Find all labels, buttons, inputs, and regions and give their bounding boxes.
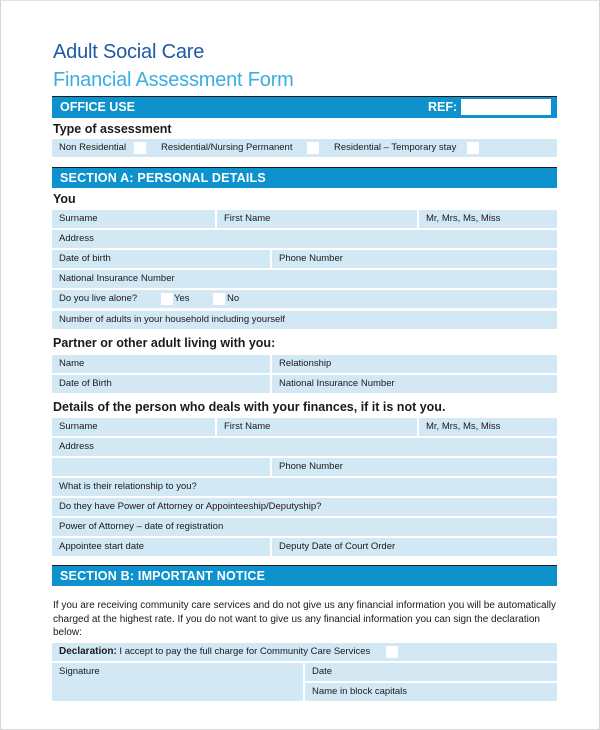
- fp-address-continued-field[interactable]: [52, 458, 270, 476]
- appointee-start-date-field[interactable]: Appointee start date: [52, 538, 270, 556]
- fp-surname-field[interactable]: Surname: [52, 418, 215, 436]
- title-field[interactable]: Mr, Mrs, Ms, Miss: [419, 210, 557, 228]
- ref-input[interactable]: [461, 99, 551, 115]
- residential-temporary-label: Residential – Temporary stay: [334, 142, 457, 153]
- assessment-type-cell: [52, 139, 557, 157]
- you-dob-row: [52, 250, 557, 268]
- fp-poa-date-field[interactable]: Power of Attorney – date of registration: [52, 518, 557, 536]
- surname-field[interactable]: Surname: [52, 210, 215, 228]
- section-a-bar: [52, 167, 557, 188]
- live-alone-label: Do you live alone?: [59, 293, 138, 304]
- finances-person-heading: Details of the person who deals with your finances, if it is not you.: [53, 400, 446, 414]
- adults-count-row: [52, 311, 557, 329]
- live-alone-yes-label: Yes: [174, 293, 190, 304]
- office-use-label: OFFICE USE: [60, 100, 136, 114]
- address-field[interactable]: Address: [52, 230, 557, 248]
- fp-appointee-row: [52, 538, 557, 556]
- non-residential-checkbox[interactable]: [134, 142, 146, 154]
- partner-relationship-field[interactable]: Relationship: [272, 355, 557, 373]
- partner-heading: Partner or other adult living with you:: [53, 336, 276, 350]
- live-alone-row: [52, 290, 557, 308]
- partner-name-row: [52, 355, 557, 373]
- first-name-field[interactable]: First Name: [217, 210, 417, 228]
- fp-phone-row: [52, 458, 557, 476]
- fp-relationship-row: [52, 478, 557, 496]
- phone-number-field[interactable]: Phone Number: [272, 250, 557, 268]
- declaration-label: Declaration:: [59, 646, 117, 657]
- you-heading: You: [53, 192, 76, 206]
- signature-rows: [52, 663, 557, 701]
- live-alone-yes-checkbox[interactable]: [161, 293, 173, 305]
- date-of-birth-field[interactable]: Date of birth: [52, 250, 270, 268]
- type-of-assessment-heading: Type of assessment: [53, 122, 172, 136]
- fp-address-field[interactable]: Address: [52, 438, 557, 456]
- fp-poa-date-row: [52, 518, 557, 536]
- partner-dob-row: [52, 375, 557, 393]
- name-block-capitals-field[interactable]: Name in block capitals: [305, 683, 557, 701]
- fp-poa-row: [52, 498, 557, 516]
- ref-label: REF:: [428, 100, 458, 114]
- fp-first-name-field[interactable]: First Name: [217, 418, 417, 436]
- you-name-row: [52, 210, 557, 228]
- residential-permanent-label: Residential/Nursing Permanent: [161, 142, 293, 153]
- fp-name-row: [52, 418, 557, 436]
- deputy-court-order-date-field[interactable]: Deputy Date of Court Order: [272, 538, 557, 556]
- office-use-bar: [52, 96, 557, 118]
- live-alone-no-label: No: [227, 293, 240, 304]
- adults-count-field[interactable]: Number of adults in your household including yourself: [52, 311, 557, 329]
- you-ni-row: [52, 270, 557, 288]
- declaration-row: [52, 643, 557, 661]
- partner-dob-field[interactable]: Date of Birth: [52, 375, 270, 393]
- date-field[interactable]: Date: [305, 663, 557, 681]
- declaration-statement: I accept to pay the full charge for Community Care Services: [116, 646, 371, 657]
- form-subtitle: Financial Assessment Form: [53, 69, 294, 91]
- declaration-checkbox[interactable]: [386, 646, 398, 658]
- ni-number-field[interactable]: National Insurance Number: [52, 270, 557, 288]
- partner-ni-field[interactable]: National Insurance Number: [272, 375, 557, 393]
- section-b-bar: [52, 565, 557, 586]
- fp-address-row: [52, 438, 557, 456]
- fp-title-field[interactable]: Mr, Mrs, Ms, Miss: [419, 418, 557, 436]
- fp-relationship-field[interactable]: What is their relationship to you?: [52, 478, 557, 496]
- form-title: Adult Social Care: [53, 41, 205, 63]
- you-address-row: [52, 230, 557, 248]
- declaration-text: [59, 643, 370, 661]
- fp-phone-field[interactable]: Phone Number: [272, 458, 557, 476]
- partner-name-field[interactable]: Name: [52, 355, 270, 373]
- fp-power-of-attorney-field[interactable]: Do they have Power of Attorney or Appointeeship/Deputyship?: [52, 498, 557, 516]
- assessment-type-row: [52, 139, 557, 157]
- section-a-title: SECTION A: PERSONAL DETAILS: [60, 171, 266, 185]
- residential-permanent-checkbox[interactable]: [307, 142, 319, 154]
- residential-temporary-checkbox[interactable]: [467, 142, 479, 154]
- section-b-title: SECTION B: IMPORTANT NOTICE: [60, 569, 266, 583]
- non-residential-label: Non Residential: [59, 142, 127, 153]
- live-alone-no-checkbox[interactable]: [213, 293, 225, 305]
- signature-field[interactable]: Signature: [52, 663, 303, 701]
- important-notice-text: If you are receiving community care services and do not give us any financial information you will be automatically charged at the highest rate. If you do not want to give us any financial information you can sign the declaration below:: [53, 600, 557, 638]
